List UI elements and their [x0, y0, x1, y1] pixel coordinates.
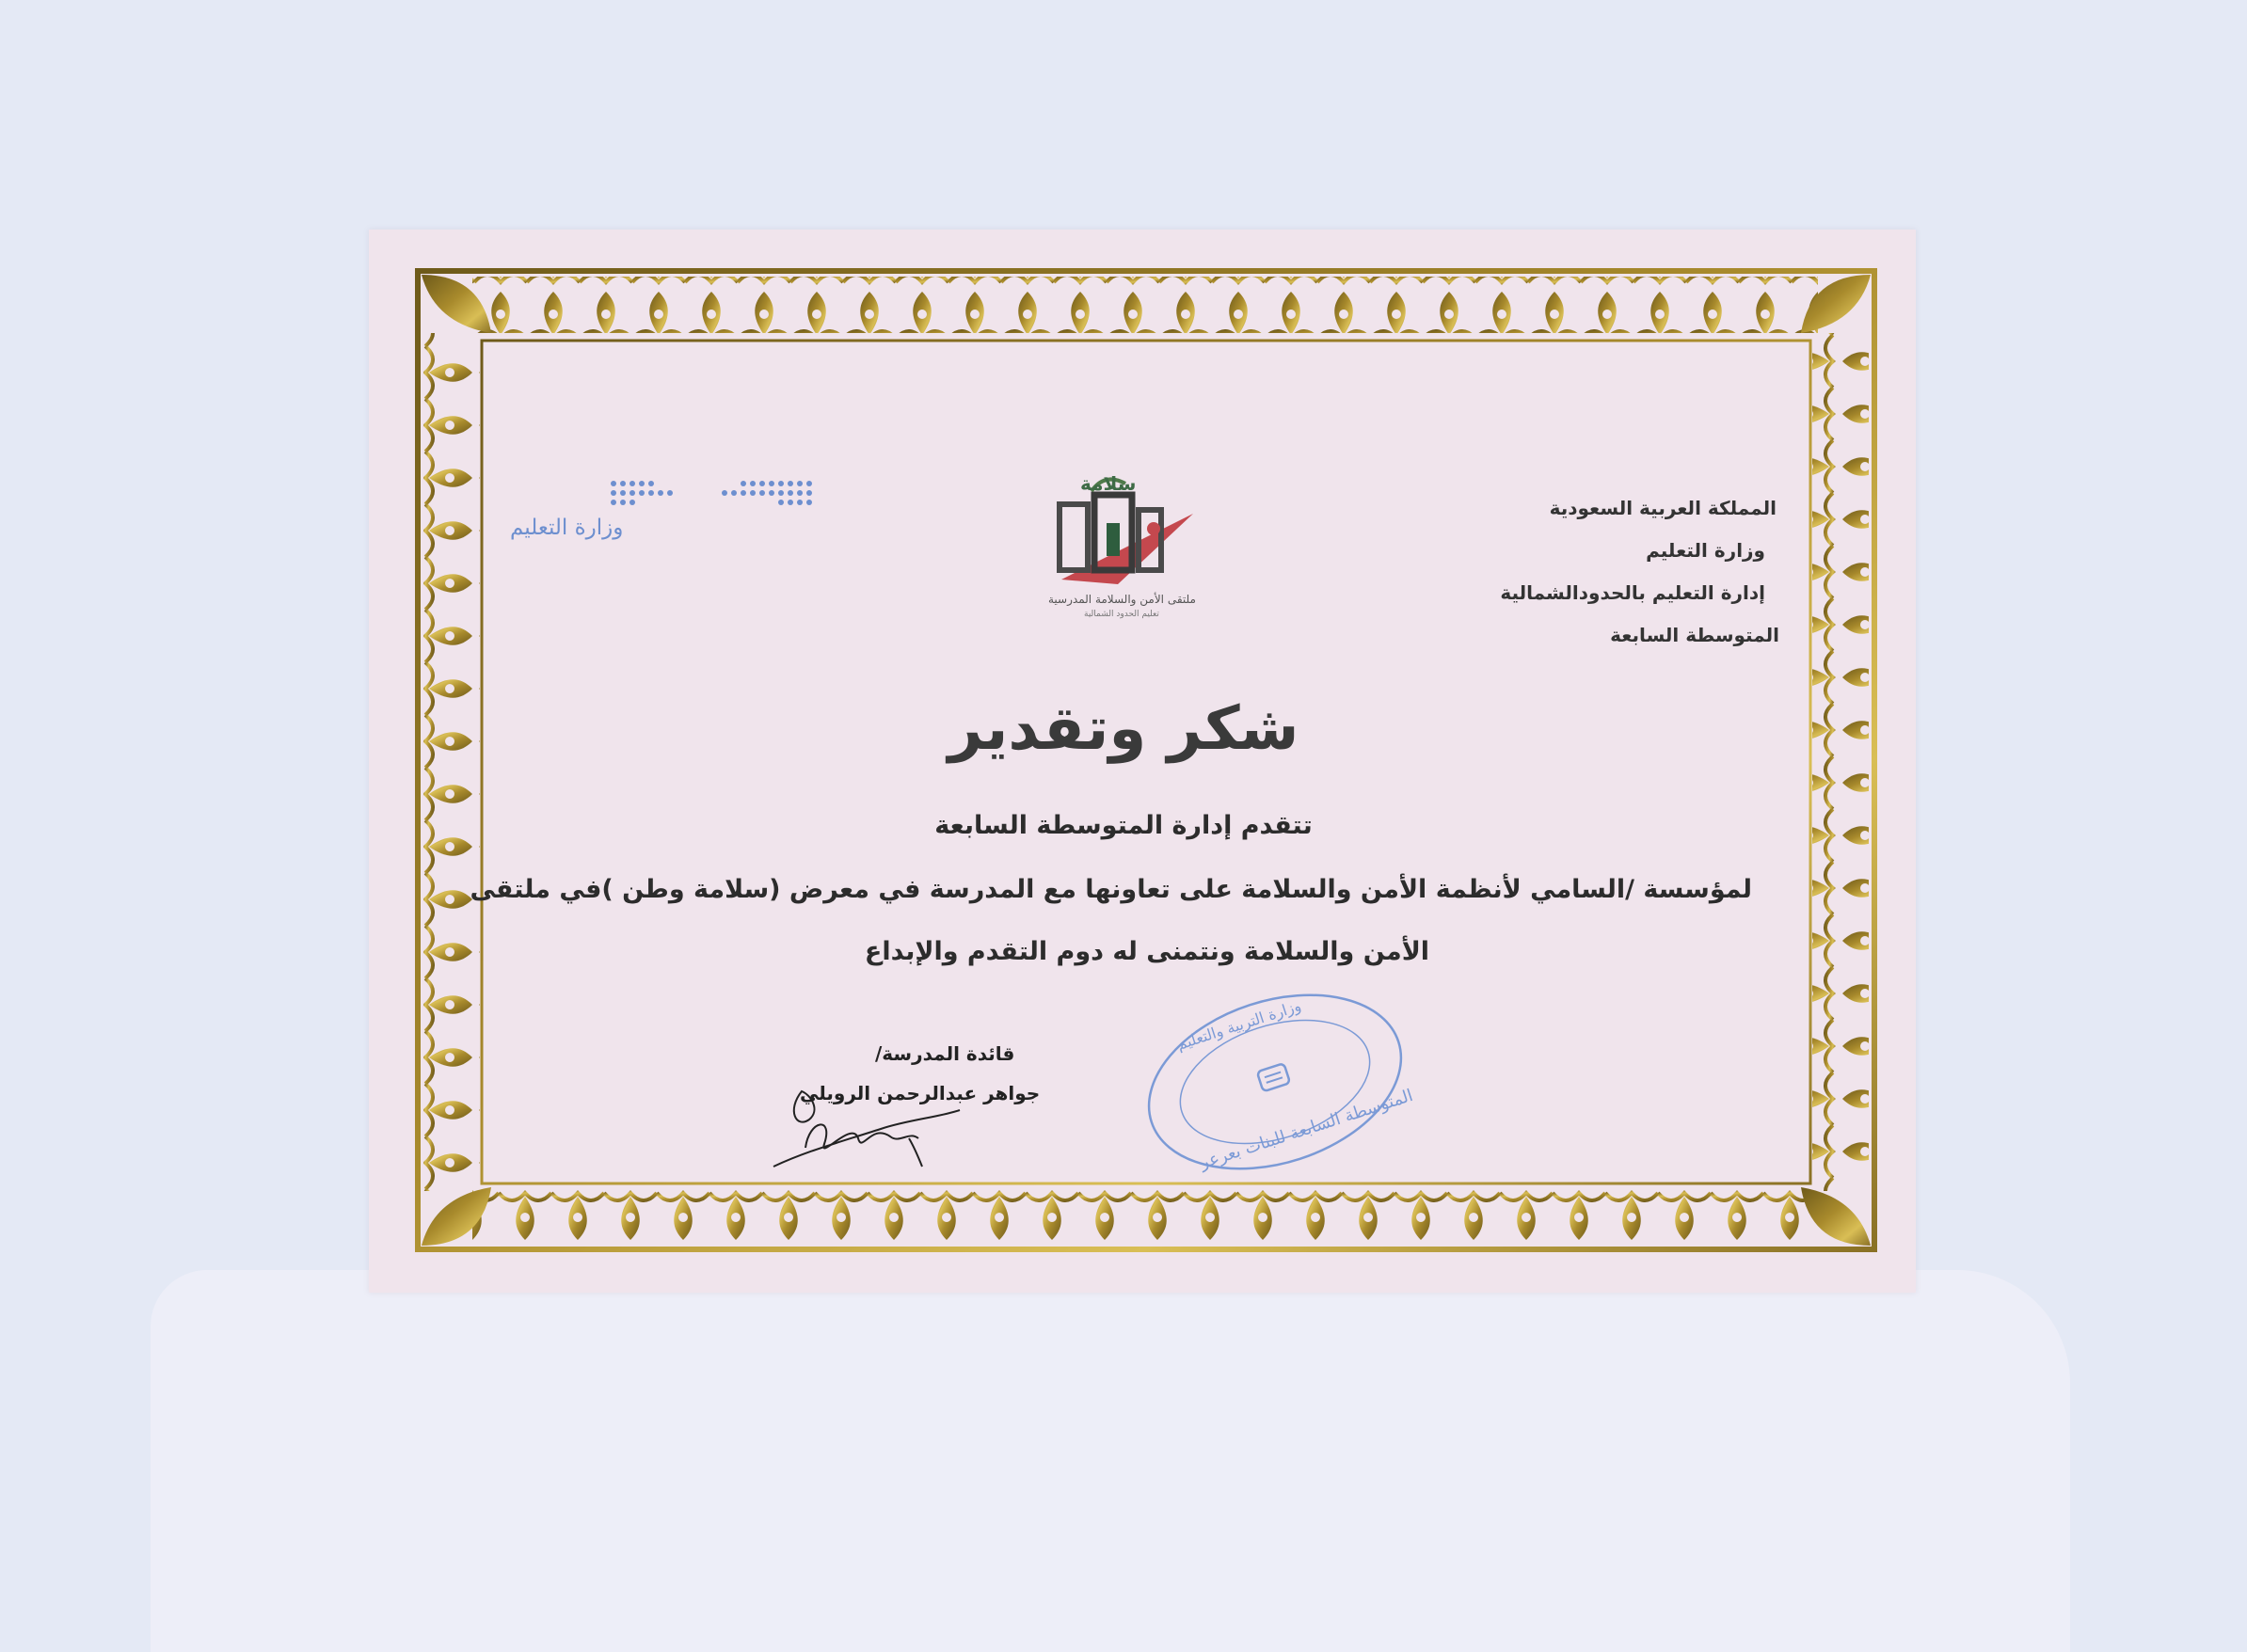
ministry-logo-text: وزارة التعليم — [510, 516, 624, 540]
ministry-logo — [508, 478, 828, 544]
signature-scribble — [768, 1082, 965, 1176]
body-line-1: تتقدم إدارة المتوسطة السابعة — [934, 811, 1313, 840]
header-kingdom: المملكة العربية السعودية — [1549, 497, 1777, 519]
salamah-logo — [1043, 467, 1203, 627]
body-line-3: الأمن والسلامة ونتمنى له دوم التقدم والإبداع — [864, 937, 1430, 966]
stamp-text-inner: وزارة التربية والتعليم — [1174, 996, 1303, 1054]
salamah-subcaption: تعليم الحدود الشمالية — [1084, 610, 1159, 619]
stamp-text-outer: المتوسطة السابعة للبنات بعرعر — [1197, 1085, 1416, 1174]
signature-name: جواهر عبدالرحمن الرويلي — [800, 1082, 1041, 1104]
salamah-word: سلامة — [1080, 472, 1137, 495]
salamah-caption: ملتقى الأمن والسلامة المدرسية — [1048, 593, 1196, 606]
header-school: المتوسطة السابعة — [1610, 624, 1779, 646]
certificate-title: شكر وتقدير — [948, 694, 1299, 764]
header-ministry: وزارة التعليم — [1646, 539, 1765, 562]
body-line-2: لمؤسسة /السامي لأنظمة الأمن والسلامة على تعاونها مع المدرسة في معرض (سلامة وطن )في ملتقى — [470, 875, 1752, 904]
ministry-of-education-logo-icon — [508, 478, 828, 512]
background-haze — [151, 1270, 2070, 1652]
signature-role: قائدة المدرسة/ — [875, 1042, 1015, 1065]
school-stamp — [1129, 978, 1421, 1185]
header-directorate: إدارة التعليم بالحدودالشمالية — [1500, 581, 1765, 604]
